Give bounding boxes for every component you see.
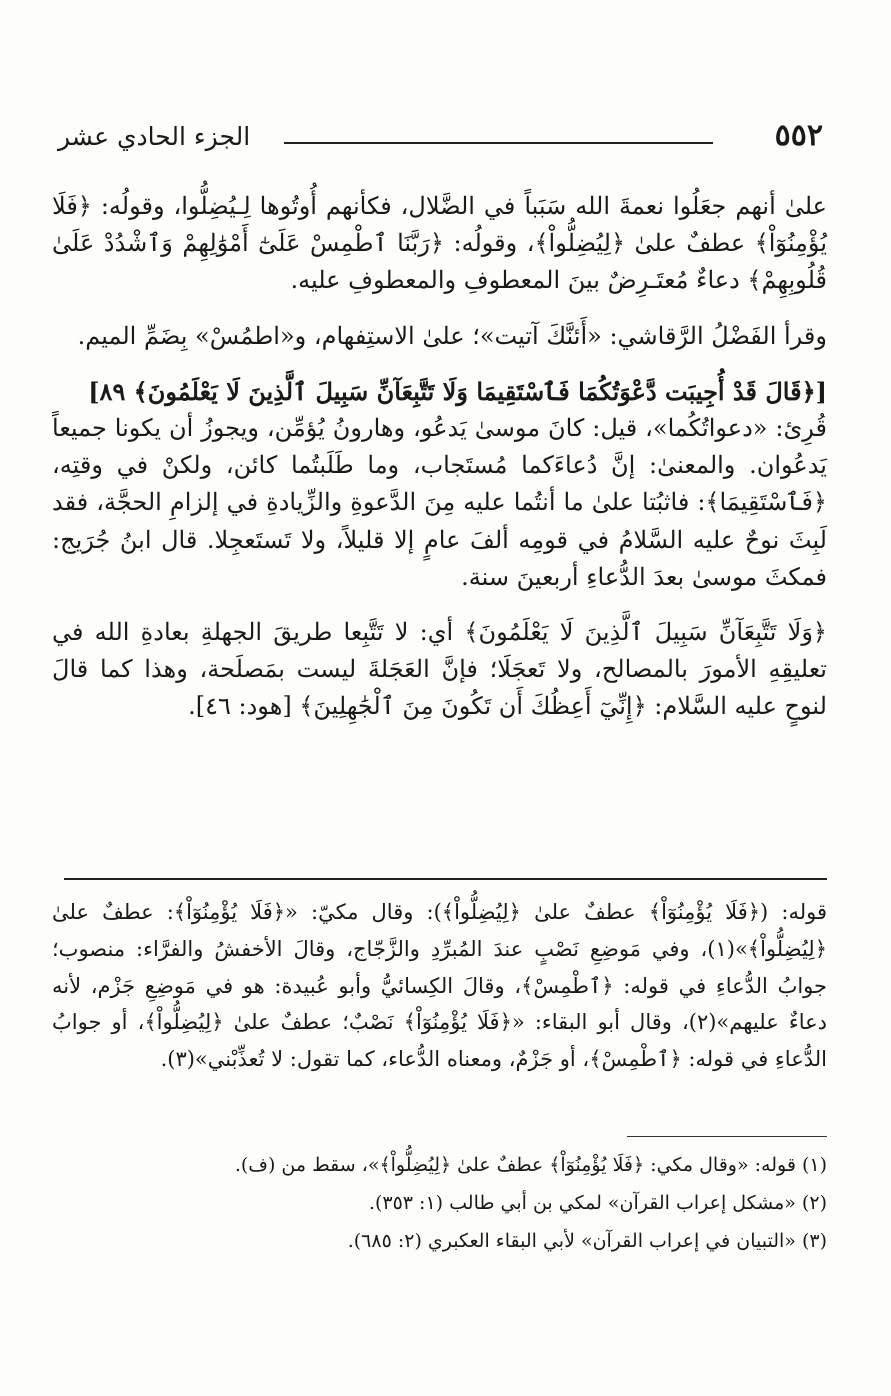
header-rule	[284, 142, 713, 144]
footnotes-divider	[627, 1136, 827, 1137]
footnote-3: (٣) «التبيان في إعراب القرآن» لأبي البقاء العكبري (٢: ٦٨٥).	[347, 1230, 827, 1252]
footnote-2: (٢) «مشكل إعراب القرآن» لمكي بن أبي طالب (١: ٣٥٣).	[368, 1192, 827, 1214]
notes-divider	[64, 878, 827, 880]
page-header	[58, 118, 823, 164]
page-number: ٥٥٢	[774, 118, 823, 153]
running-title: الجزء الحادي عشر	[58, 122, 251, 151]
paragraph-4: ﴿وَلَا تَتَّبِعَآنِّ سَبِيلَ ٱلَّذِينَ لَا يَعْلَمُونَ﴾ أي: لا تَتَّبِعا طريقَ الجهلةِ بعادةِ الله في تعليقِهِ الأمورَ بالمصالح، ولا تَعجَلَا؛ فإنَّ العَجَلةَ ليست بمَصلَحة، وهذا كما قالَ لنوحٍ عليه السَّلام: ﴿إِنِّيٓ أَعِظُكَ أَن تَكُونَ مِنَ ٱلْجَٰهِلِينَ﴾ [هود: ٤٦].	[52, 617, 827, 721]
paragraph-2: وقرأ الفَضْلُ الرَّقاشي: «أَئنَّكَ آتيت»؛ علىٰ الاستِفهام، و«اطمُسْ» بِضَمِّ الميم.	[77, 321, 827, 350]
notes-paragraph: قوله: (﴿فَلَا يُؤْمِنُوٓاْ﴾ عطفٌ علىٰ ﴿لِيُضِلُّواْ﴾): وقال مكيّ: «﴿فَلَا يُؤْمِنُوٓاْ﴾: عطفٌ علىٰ ﴿لِيُضِلُّواْ﴾»(١)، وفي مَوضِعِ نَصْبٍ عندَ المُبرِّدِ والزَّجّاج، وقالَ الأخفشُ والفرَّاء: منصوب؛ جوابُ الدُّعاءِ في قوله: ﴿ٱطْمِسْ﴾، وقالَ الكِسائيُّ وأبو عُبيدة: هو في مَوضِعِ جَزْم، لأنه دعاءٌ عليهم»(٢)، وقال أبو البقاء: «﴿فَلَا يُؤْمِنُوٓاْ﴾ نَصْبٌ؛ عطفٌ علىٰ ﴿لِيُضِلُّواْ﴾، أو جوابُ الدُّعاءِ في قوله: ﴿ٱطْمِسْ﴾، أو جَزْمٌ، ومعناه الدُّعاء، كما تقول: لا تُعذِّبْني»(٣).	[52, 900, 827, 1071]
quran-verse: [﴿قَالَ قَدْ أُجِيبَت دَّعْوَتُكُمَا فَٱسْتَقِيمَا وَلَا تَتَّبِعَآنِّ سَبِيلَ ٱلَّذِينَ لَا يَعْلَمُونَ﴾ ٨٩]	[88, 376, 827, 406]
footnote-1: (١) قوله: «وقال مكي: ﴿فَلَا يُؤْمِنُوٓاْ﴾ عطفٌ علىٰ ﴿لِيُضِلُّواْ﴾»، سقط من (ف).	[234, 1154, 827, 1176]
main-text	[52, 188, 827, 725]
paragraph-1: علىٰ أنهم جعَلُوا نعمةَ الله سَبَباً في الضَّلال، فكأنهم أُوتُوها لِـيُضِلُّوا، وقولُه: ﴿فَلَا يُؤْمِنُوٓاْ﴾ عطفٌ علىٰ ﴿لِيُضِلُّواْ﴾، وقولُه: ﴿رَبَّنَا ٱطْمِسْ عَلَىٰٓ أَمْوَٰلِهِمْ وَٱشْدُدْ عَلَىٰ قُلُوبِهِمْ﴾ دعاءٌ مُعتَـرِضٌ بينَ المعطوفِ والمعطوفِ عليه.	[52, 192, 827, 295]
commentary-notes	[52, 894, 827, 1078]
paragraph-3: قُرِئ: «دعواتُكُما»، قيل: كانَ موسىٰ يَدعُو، وهارونُ يُؤمِّن، ويجوزُ أن يكونا جميعاً يَدعُوان. والمعنىٰ: إنَّ دُعاءَكما مُستَجاب، وما طَلَبتُما كائن، ولكنْ في وقتِه، ﴿فَٱسْتَقِيمَا﴾: فاثبُتا علىٰ ما أنتُما عليه مِنَ الدَّعوةِ والزِّيادةِ في إلزامِ الحجَّة، فقد لَبِثَ نوحٌ عليه السَّلامُ في قومِه ألفَ عامٍ إلا قليلاً، ولا تَستَعجِلا. قال ابنُ جُرَيج: فمكثَ موسىٰ بعدَ الدُّعاءِ أربعينَ سنة.	[52, 413, 827, 591]
footnotes	[52, 1146, 827, 1260]
